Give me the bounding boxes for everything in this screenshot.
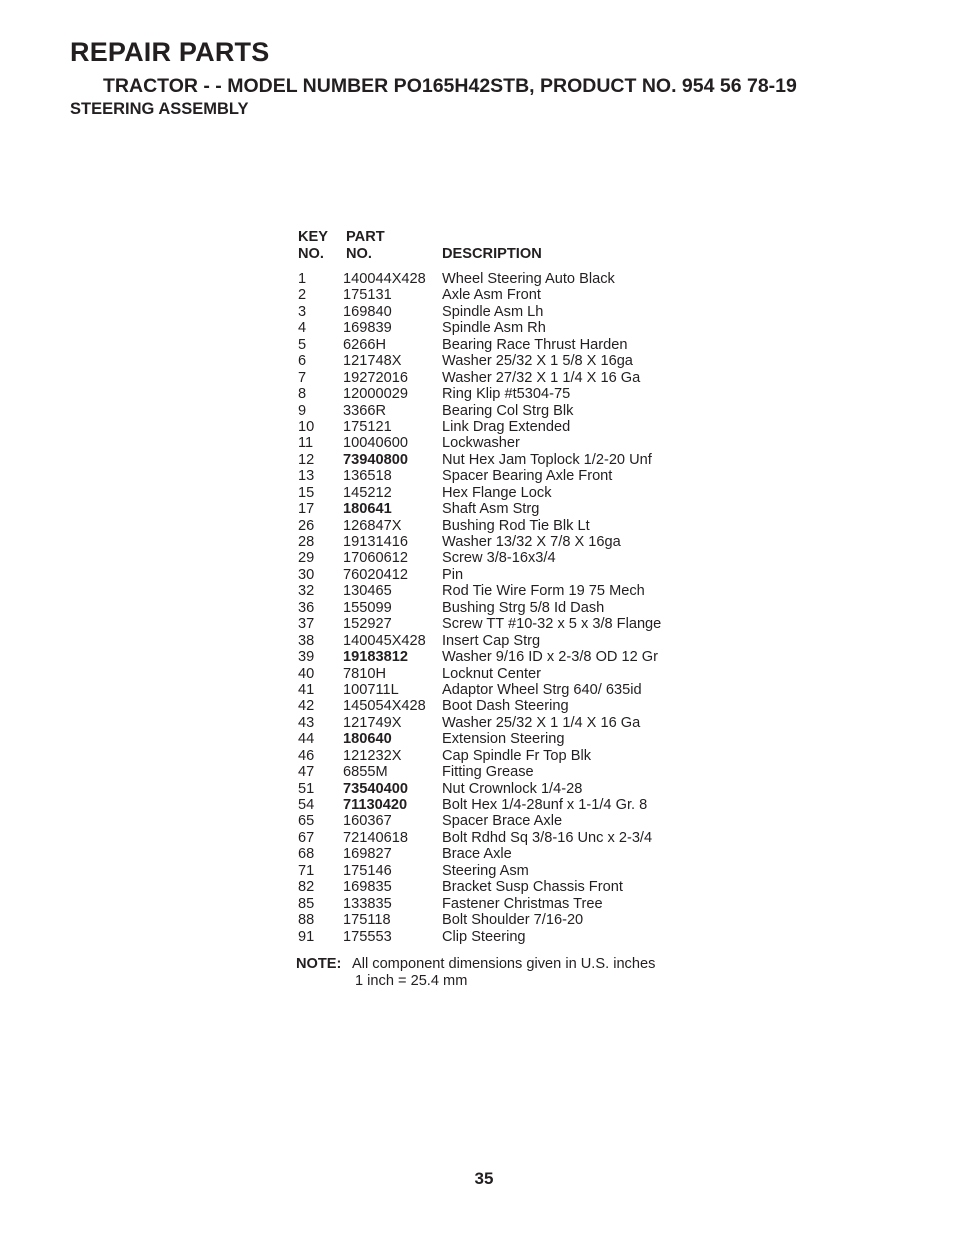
table-row [298, 896, 698, 912]
part-description: Cap Spindle Fr Top Blk [442, 747, 591, 764]
key-no: 17 [298, 501, 315, 518]
table-row [298, 682, 698, 698]
key-no: 47 [298, 764, 315, 781]
part-description: Bolt Shoulder 7/16-20 [442, 912, 584, 929]
table-row [298, 583, 698, 599]
key-no: 10 [298, 418, 315, 435]
key-no: 37 [298, 616, 315, 633]
part-no: 19272016 [343, 369, 408, 386]
table-row [298, 797, 698, 813]
part-description: Wheel Steering Auto Black [442, 271, 615, 287]
part-no: 169835 [343, 879, 392, 896]
table-row [298, 501, 698, 517]
part-no: 140044X428 [343, 271, 426, 287]
table-row [298, 435, 698, 451]
table-row [298, 846, 698, 862]
part-no: 180641 [343, 501, 392, 518]
part-no: 100711L [343, 681, 399, 698]
key-no: 12 [298, 451, 315, 468]
table-row [298, 781, 698, 797]
part-no: 175146 [343, 862, 392, 879]
part-no: 169827 [343, 846, 392, 863]
part-description: Bushing Strg 5/8 Id Dash [442, 599, 605, 616]
table-row [298, 403, 698, 419]
key-no: 5 [298, 336, 307, 353]
key-no: 29 [298, 550, 315, 567]
table-row [298, 567, 698, 583]
part-no: 121232X [343, 747, 402, 764]
key-no: 28 [298, 534, 315, 550]
key-no: 26 [298, 517, 315, 534]
key-no: 51 [298, 780, 315, 797]
table-row [298, 518, 698, 534]
table-row [298, 287, 698, 303]
key-no: 11 [298, 435, 314, 452]
key-no: 71 [298, 862, 315, 879]
part-no: 175553 [343, 928, 392, 945]
table-row [298, 386, 698, 402]
part-description: Washer 13/32 X 7/8 X 16ga [442, 534, 621, 550]
key-no: 46 [298, 747, 315, 764]
part-no: 169839 [343, 320, 392, 337]
part-description: Nut Hex Jam Toplock 1/2-20 Unf [442, 451, 652, 468]
table-row [298, 715, 698, 731]
key-no: 88 [298, 912, 315, 929]
key-no: 13 [298, 468, 315, 485]
key-no: 40 [298, 665, 315, 682]
parts-list [298, 229, 698, 945]
key-no: 41 [298, 681, 315, 698]
part-description: Boot Dash Steering [442, 698, 569, 715]
part-description: Ring Klip #t5304-75 [442, 386, 571, 403]
part-no: 140045X428 [343, 632, 426, 649]
part-description: Bolt Rdhd Sq 3/8-16 Unc x 2-3/4 [442, 829, 653, 846]
part-no: 175121 [343, 418, 392, 435]
table-row [298, 353, 698, 369]
part-description: Bracket Susp Chassis Front [442, 879, 623, 896]
part-description: Washer 25/32 X 1 5/8 X 16ga [442, 353, 633, 370]
table-row [298, 616, 698, 632]
key-no: 68 [298, 846, 315, 863]
part-description: Nut Crownlock 1/4-28 [442, 780, 583, 797]
table-row [298, 731, 698, 747]
part-description: Shaft Asm Strg [442, 501, 540, 518]
part-description: Spacer Brace Axle [442, 813, 563, 830]
part-no: 121748X [343, 353, 402, 370]
key-no: 1 [298, 271, 307, 287]
part-description: Rod Tie Wire Form 19 75 Mech [442, 583, 645, 600]
part-no: 130465 [343, 583, 392, 600]
note-line-1: All component dimensions given in U.S. inches [352, 956, 656, 972]
table-row [298, 468, 698, 484]
part-description: Washer 9/16 ID x 2-3/8 OD 12 Gr [442, 649, 659, 666]
part-no: 152927 [343, 616, 392, 633]
part-description: Brace Axle [442, 846, 512, 863]
part-description: Pin [442, 566, 464, 583]
part-description: Extension Steering [442, 731, 565, 748]
part-description: Link Drag Extended [442, 418, 571, 435]
table-row [298, 649, 698, 665]
table-row [298, 666, 698, 682]
section-title: STEERING ASSEMBLY [70, 100, 249, 118]
part-no: 76020412 [343, 566, 408, 583]
key-no: 4 [298, 320, 307, 337]
part-description: Fitting Grease [442, 764, 534, 781]
key-no: 42 [298, 698, 315, 715]
key-no: 15 [298, 484, 315, 501]
part-description: Fastener Christmas Tree [442, 895, 603, 912]
table-row [298, 863, 698, 879]
table-row [298, 485, 698, 501]
table-row [298, 320, 698, 336]
key-no: 65 [298, 813, 315, 830]
part-description: Axle Asm Front [442, 287, 541, 304]
key-no: 44 [298, 731, 315, 748]
table-row [298, 370, 698, 386]
part-no: 19183812 [343, 649, 408, 666]
key-no: 43 [298, 714, 315, 731]
key-no: 82 [298, 879, 315, 896]
part-no: 175118 [343, 912, 391, 929]
part-no: 73940800 [343, 451, 408, 468]
part-no: 6266H [343, 336, 387, 353]
page-number: 35 [474, 1169, 494, 1188]
part-description: Lockwasher [442, 435, 520, 452]
part-description: Washer 27/32 X 1 1/4 X 16 Ga [442, 369, 641, 386]
parts-list-rows [298, 271, 698, 945]
part-no: 126847X [343, 517, 402, 534]
part-no: 155099 [343, 599, 392, 616]
key-no: 8 [298, 386, 307, 403]
key-no: 54 [298, 797, 315, 813]
table-row [298, 633, 698, 649]
col-description: DESCRIPTION [442, 245, 542, 262]
table-row [298, 698, 698, 714]
key-no: 9 [298, 402, 307, 419]
part-description: Adaptor Wheel Strg 640/ 635id [442, 681, 642, 698]
part-description: Clip Steering [442, 928, 526, 945]
part-no: 10040600 [343, 435, 408, 452]
col-part-no: PART NO. [346, 229, 385, 262]
table-row [298, 912, 698, 928]
part-description: Bearing Race Thrust Harden [442, 336, 628, 353]
table-row [298, 600, 698, 616]
part-description: Spindle Asm Rh [442, 320, 546, 337]
part-description: Bushing Rod Tie Blk Lt [442, 517, 590, 534]
key-no: 36 [298, 599, 315, 616]
table-row [298, 534, 698, 550]
part-no: 3366R [343, 402, 387, 419]
part-description: Screw 3/8-16x3/4 [442, 550, 556, 567]
table-row [298, 929, 698, 945]
part-no: 175131 [343, 287, 392, 304]
col-key-no: KEY NO. [298, 229, 329, 262]
part-no: 71130420 [343, 797, 408, 813]
key-no: 39 [298, 649, 315, 666]
part-no: 17060612 [343, 550, 408, 567]
key-no: 67 [298, 829, 315, 846]
key-no: 91 [298, 928, 315, 945]
part-no: 121749X [343, 714, 402, 731]
key-no: 30 [298, 566, 315, 583]
table-row [298, 830, 698, 846]
part-no: 73540400 [343, 780, 408, 797]
key-no: 6 [298, 353, 307, 370]
part-no: 6855M [343, 764, 388, 781]
table-row [298, 337, 698, 353]
table-row [298, 271, 698, 287]
table-row [298, 304, 698, 320]
part-description: Spacer Bearing Axle Front [442, 468, 613, 485]
part-description: Hex Flange Lock [442, 484, 552, 501]
page-subtitle: TRACTOR - - MODEL NUMBER PO165H42STB, PRODUCT NO. 954 56 78-19 [103, 75, 797, 97]
part-description: Spindle Asm Lh [442, 303, 544, 320]
table-row [298, 419, 698, 435]
key-no: 85 [298, 895, 315, 912]
part-no: 145054X428 [343, 698, 426, 715]
key-no: 32 [298, 583, 315, 600]
part-no: 133835 [343, 895, 392, 912]
parts-list-header [298, 229, 698, 271]
part-description: Bearing Col Strg Blk [442, 402, 574, 419]
part-no: 12000029 [343, 386, 408, 403]
key-no: 38 [298, 632, 315, 649]
note-label: NOTE: [296, 956, 342, 972]
table-row [298, 452, 698, 468]
part-no: 19131416 [343, 534, 408, 550]
part-description: Bolt Hex 1/4-28unf x 1-1/4 Gr. 8 [442, 797, 648, 813]
key-no: 2 [298, 287, 307, 304]
part-no: 72140618 [343, 829, 408, 846]
part-no: 169840 [343, 303, 392, 320]
part-description: Insert Cap Strg [442, 632, 541, 649]
table-row [298, 813, 698, 829]
part-no: 7810H [343, 665, 387, 682]
part-no: 145212 [343, 484, 392, 501]
part-no: 136518 [343, 468, 392, 485]
part-no: 160367 [343, 813, 392, 830]
table-row [298, 764, 698, 780]
part-description: Locknut Center [442, 665, 541, 682]
part-description: Screw TT #10-32 x 5 x 3/8 Flange [442, 616, 662, 633]
table-row [298, 748, 698, 764]
table-row [298, 879, 698, 895]
part-description: Washer 25/32 X 1 1/4 X 16 Ga [442, 714, 641, 731]
note-line-2: 1 inch = 25.4 mm [355, 972, 468, 989]
key-no: 3 [298, 303, 307, 320]
part-no: 180640 [343, 731, 392, 748]
part-description: Steering Asm [442, 862, 529, 879]
key-no: 7 [298, 369, 307, 386]
table-row [298, 550, 698, 566]
page-title: REPAIR PARTS [70, 37, 270, 67]
